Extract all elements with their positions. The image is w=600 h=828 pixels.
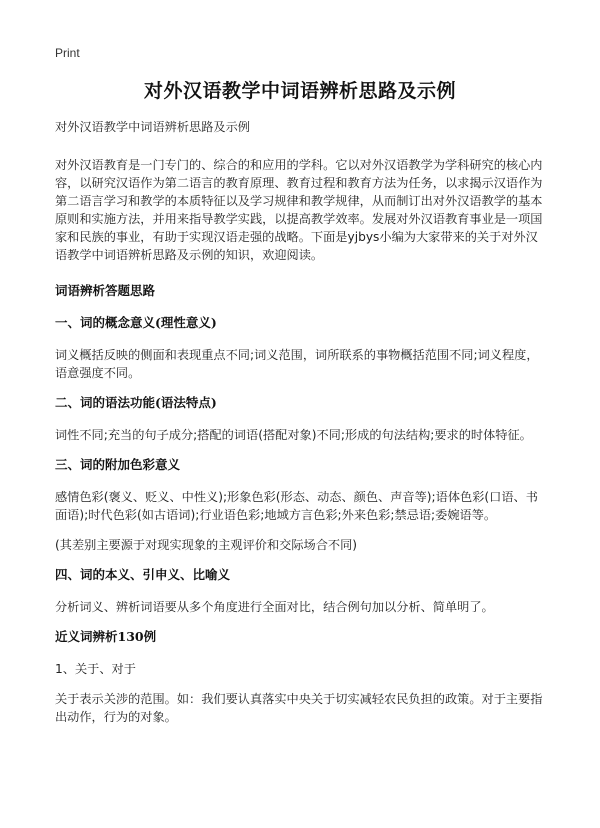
point3-heading: 三、词的附加色彩意义 bbox=[55, 457, 181, 472]
point3-text: 感情色彩(褒义、贬义、中性义);形象色彩(形态、动态、颜色、声音等);语体色彩(口语、书面语);时代色彩(如古语词);行业语色彩;地域方言色彩;外来色彩;禁忌语;委婉语等。 bbox=[55, 490, 538, 522]
point1-heading: 一、词的概念意义(理性意义) bbox=[55, 315, 217, 330]
point2-text: 词性不同;充当的句子成分;搭配的词语(搭配对象)不同;形成的句法结构;要求的时体特征。 bbox=[55, 428, 532, 442]
example1-title: 1、关于、对于 bbox=[55, 662, 136, 676]
point4-text: 分析词义、辨析词语要从多个角度进行全面对比，结合例句加以分析、简单明了。 bbox=[55, 600, 494, 614]
intro-paragraph: 对外汉语教育是一门专门的、综合的和应用的学科。它以对外汉语教学为学科研究的核心内容，以研究汉语作为第二语言的教育原理、教育过程和教育方法为任务，以求揭示汉语作为第二语言学习和教学的本质特征以及学习规律和教学规律，从而制订出对外汉语教学的基本原则和实施方法，并用来指导教学实践，以提高教学效率。发展对外汉语教育事业是一项国家和民族的事业，有助于实现汉语走强的战略。下面是yjbys小编为大家带来的关于对外汉语教学中词语辨析思路及示例的知识，欢迎阅读。 bbox=[55, 158, 543, 262]
point2-heading: 二、词的语法功能(语法特点) bbox=[55, 395, 217, 410]
point3-note: (其差别主要源于对现实现象的主观评价和交际场合不同) bbox=[55, 538, 358, 552]
point1-text: 词义概括反映的侧面和表现重点不同;词义范围，词所联系的事物概括范围不同;词义程度，语意强度不同。 bbox=[55, 348, 539, 380]
article-title: 对外汉语教学中词语辨析思路及示例 bbox=[143, 80, 456, 102]
article-subtitle: 对外汉语教学中词语辨析思路及示例 bbox=[55, 120, 250, 134]
article-body bbox=[55, 118, 547, 726]
point4-heading: 四、词的本义、引申义、比喻义 bbox=[55, 567, 231, 582]
section-heading: 词语辨析答题思路 bbox=[55, 283, 156, 298]
examples-heading: 近义词辨析130例 bbox=[55, 629, 157, 644]
print-link[interactable]: Print bbox=[55, 46, 80, 60]
example1-text: 关于表示关涉的范围。如：我们要认真落实中央关于切实减轻农民负担的政策。对于主要指出动作，行为的对象。 bbox=[55, 692, 543, 724]
